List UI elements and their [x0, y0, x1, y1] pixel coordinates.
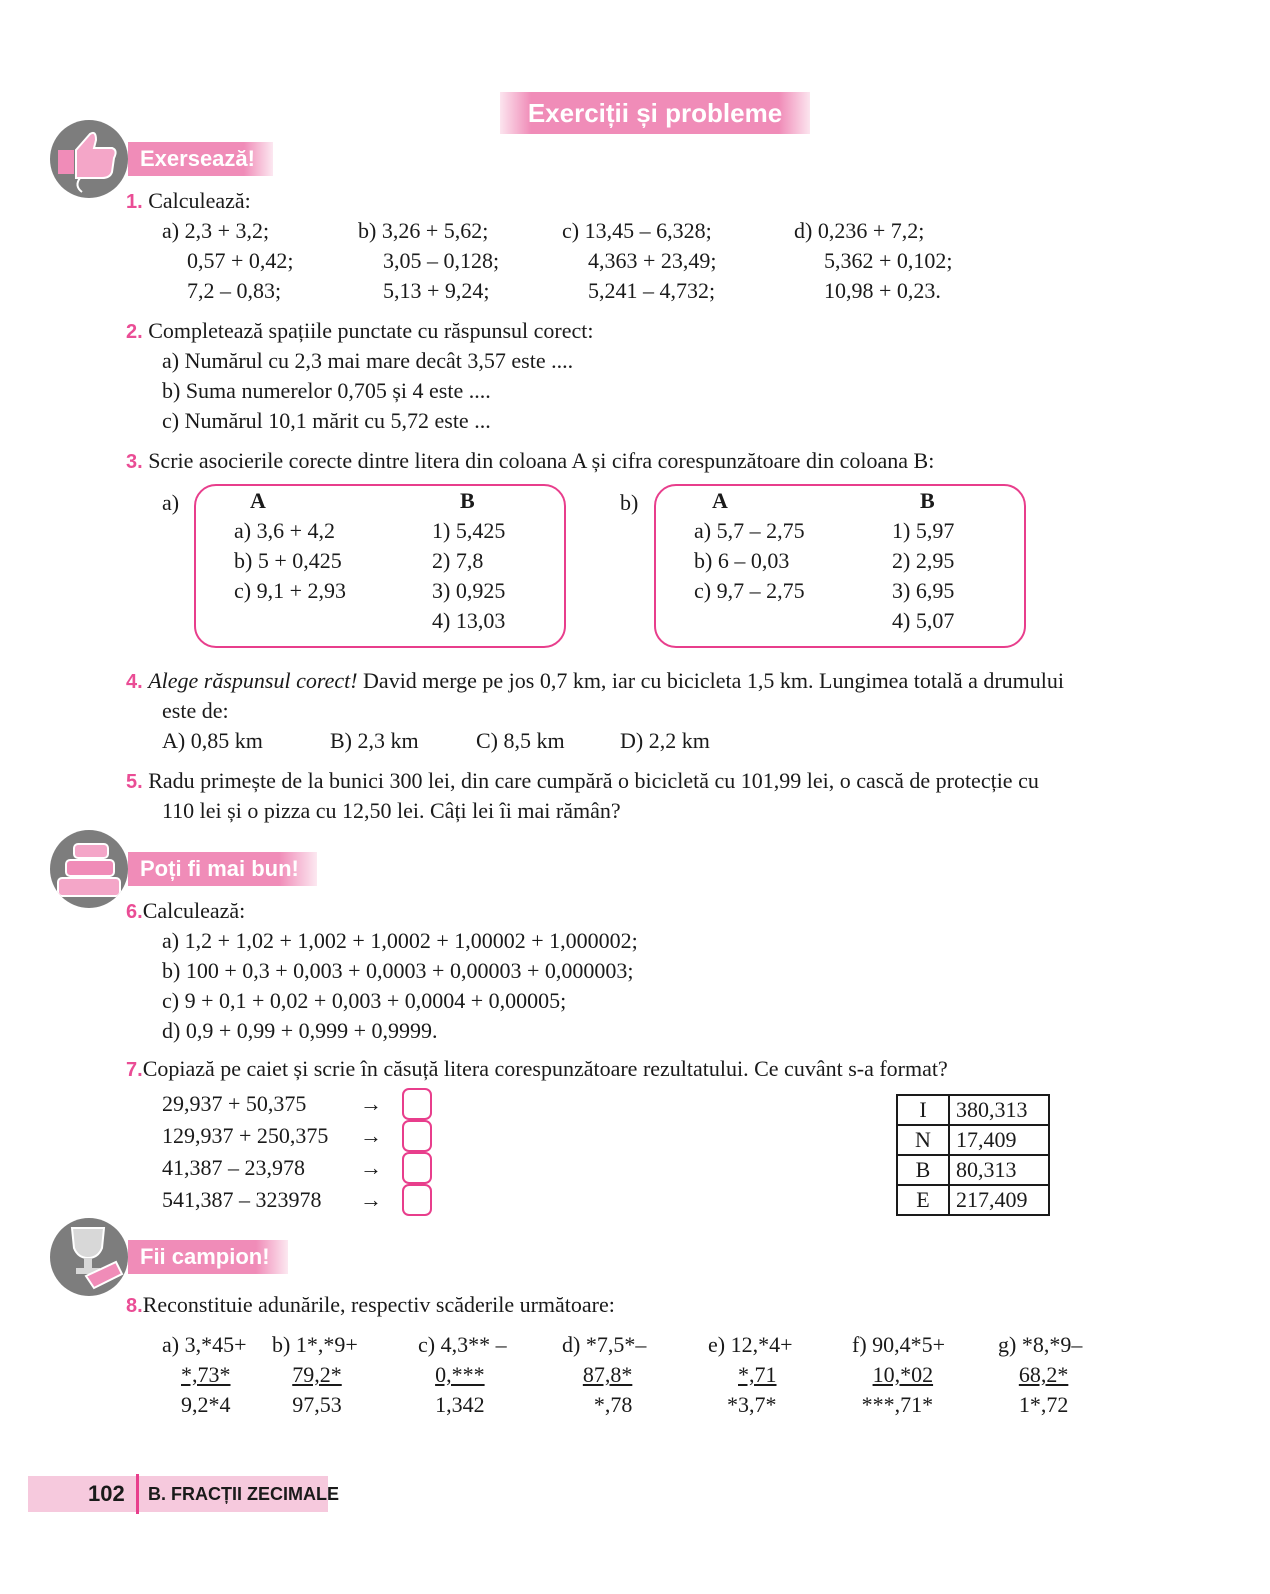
ex3-a-head-a: A	[250, 488, 266, 513]
table-row: E 217,409	[897, 1185, 1049, 1215]
exercise-5-line1: 5. Radu primește de la bunici 300 lei, din care cumpără o bicicletă cu 101,99 lei, o cască de protecție cu	[126, 768, 1039, 793]
ex3-b-label: b)	[620, 490, 639, 515]
ex8-col-c: c) 4,3** – 0,*** 1,342	[418, 1332, 507, 1417]
exercise-7-heading: 7.Copiază pe caiet și scrie în căsuță litera corespunzătoare rezultatului. Ce cuvânt s-a format?	[126, 1056, 948, 1081]
exercise-8-heading: 8.Reconstituie adunările, respectiv scăderile următoare:	[126, 1292, 615, 1317]
ex8-col-d: d) *7,5*– 87,8* *,78	[562, 1332, 647, 1417]
ex8-col-a: a) 3,*45+ *,73* 9,2*4	[162, 1332, 247, 1417]
ex2-items: a) Numărul cu 2,3 mai mare decât 3,57 este .... b) Suma numerelor 0,705 și 4 este .... c) Numărul 10,1 mărit cu 5,72 este ...	[162, 348, 574, 433]
section-fii-campion: Fii campion!	[128, 1240, 288, 1274]
exercise-2-heading: 2. Completează spațiile punctate cu răspunsul corect:	[126, 318, 594, 343]
ex3-a-label: a)	[162, 490, 180, 515]
thumbs-up-icon	[50, 120, 128, 198]
ex7-expressions: 29,937 + 50,375 129,937 + 250,375 41,387 – 23,978 541,387 – 323978	[162, 1091, 329, 1212]
exercise-6-heading: 6.Calculează:	[126, 898, 246, 923]
ex3-b-col-b: 1) 5,97 2) 2,95 3) 6,95 4) 5,07	[892, 518, 955, 633]
page-number: 102	[88, 1481, 125, 1506]
page-title: Exerciții și probleme	[500, 92, 810, 134]
ex3-a-head-b: B	[460, 488, 475, 513]
trophy-icon	[50, 1218, 128, 1296]
table-row: B 80,313	[897, 1155, 1049, 1185]
ex7-answer-box-1	[402, 1088, 432, 1120]
exercise-1-heading: 1. Calculează:	[126, 188, 251, 213]
ex3-b-head-a: A	[712, 488, 728, 513]
ex6-items: a) 1,2 + 1,02 + 1,002 + 1,0002 + 1,00002 + 1,000002; b) 100 + 0,3 + 0,003 + 0,0003 + 0,00003 + 0,000003; c) 9 + 0,1 + 0,02 + 0,003 + 0,0004 + 0,00005; d) 0,9 + 0,99 + 0,999 + 0,9999.	[162, 928, 638, 1043]
ex1-col-b: b) 3,26 + 5,62; 3,05 – 0,128; 5,13 + 9,24;	[358, 218, 500, 303]
ex3-b-head-b: B	[920, 488, 935, 513]
ex8-col-b: b) 1*,*9+ 79,2* 97,53	[272, 1332, 358, 1417]
ex8-col-e: e) 12,*4+ *,71 *3,7*	[708, 1332, 793, 1417]
ex4-option-b: B) 2,3 km	[330, 728, 419, 753]
ex3-a-col-a: a) 3,6 + 4,2 b) 5 + 0,425 c) 9,1 + 2,93	[234, 518, 346, 603]
exercise-5-line2: 110 lei și o pizza cu 12,50 lei. Câți lei îi mai rămân?	[162, 798, 621, 823]
ex4-text2: este de:	[162, 698, 229, 723]
ex1-col-c: c) 13,45 – 6,328; 4,363 + 23,49; 5,241 – 4,732;	[562, 218, 717, 303]
chapter-title: B. FRACȚII ZECIMALE	[148, 1484, 339, 1504]
exercise-3-heading: 3. Scrie asocierile corecte dintre litera din coloana A și cifra corespunzătoare din coloana B:	[126, 448, 935, 473]
ex3-b-col-a: a) 5,7 – 2,75 b) 6 – 0,03 c) 9,7 – 2,75	[694, 518, 805, 603]
ex4-option-a: A) 0,85 km	[162, 728, 263, 753]
ex7-arrows: → → → →	[360, 1091, 382, 1212]
ex4-option-c: C) 8,5 km	[476, 728, 565, 753]
ex7-letter-table	[896, 1094, 1050, 1216]
ex7-answer-box-2	[402, 1120, 432, 1152]
ex7-answer-box-4	[402, 1184, 432, 1216]
ex4-option-d: D) 2,2 km	[620, 728, 710, 753]
section-exerseaza: Exersează!	[128, 142, 273, 176]
ex1-col-d: d) 0,236 + 7,2; 5,362 + 0,102; 10,98 + 0,23.	[794, 218, 953, 303]
stack-icon	[50, 830, 128, 908]
ex1-col-a: a) 2,3 + 3,2; 0,57 + 0,42; 7,2 – 0,83;	[162, 218, 294, 303]
footer-divider	[136, 1474, 139, 1514]
ex8-col-f: f) 90,4*5+ 10,*02 ***,71*	[852, 1332, 946, 1417]
ex3-a-col-b: 1) 5,425 2) 7,8 3) 0,925 4) 13,03	[432, 518, 506, 633]
section-poti-fi-mai-bun: Poți fi mai bun!	[128, 852, 317, 886]
ex8-col-g: g) *8,*9– 68,2* 1*,72	[998, 1332, 1083, 1417]
exercise-4-heading: 4. Alege răspunsul corect! David merge pe jos 0,7 km, iar cu bicicleta 1,5 km. Lungimea totală a drumului	[126, 668, 1065, 693]
ex7-answer-box-3	[402, 1152, 432, 1184]
table-row: I 380,313	[897, 1095, 1049, 1125]
table-row: N 17,409	[897, 1125, 1049, 1155]
